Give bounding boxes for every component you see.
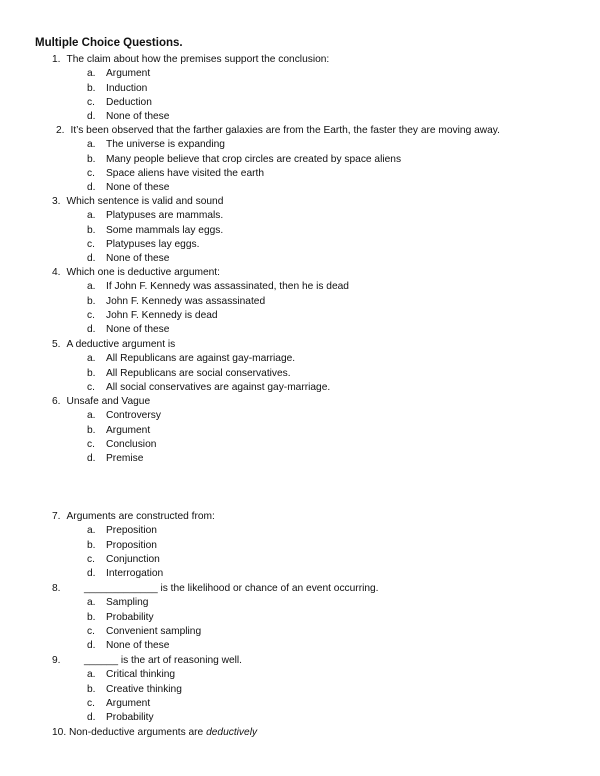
question-stem xyxy=(52,654,242,668)
option-letter: c. xyxy=(87,381,95,393)
option-list xyxy=(52,138,500,195)
question-text: Arguments are constructed from: xyxy=(66,511,215,522)
option-text: Deduction xyxy=(106,96,152,108)
option-letter: b. xyxy=(87,153,96,165)
question-6 xyxy=(52,395,161,466)
option-letter: a. xyxy=(87,210,96,222)
option-a[interactable] xyxy=(52,596,379,610)
option-text: Interrogation xyxy=(106,568,164,580)
option-text: Platypuses lay eggs. xyxy=(106,238,200,250)
option-text: Premise xyxy=(106,453,144,465)
option-letter: d. xyxy=(87,324,96,336)
question-stem xyxy=(52,195,223,209)
option-text: Creative thinking xyxy=(106,683,182,695)
option-text: Induction xyxy=(106,82,148,94)
option-letter: c. xyxy=(87,697,95,709)
option-a[interactable] xyxy=(52,280,349,294)
option-b[interactable] xyxy=(52,367,330,381)
option-letter: b. xyxy=(87,367,96,379)
option-list xyxy=(52,209,223,266)
option-text: John F. Kennedy is dead xyxy=(106,309,218,321)
option-a[interactable] xyxy=(52,138,500,152)
option-text: John F. Kennedy was assassinated xyxy=(106,295,266,307)
question-text: Which one is deductive argument: xyxy=(66,267,220,278)
option-text: None of these xyxy=(106,253,170,265)
question-3 xyxy=(52,195,223,266)
option-c[interactable] xyxy=(52,625,379,639)
question-stem xyxy=(52,53,329,67)
option-list xyxy=(52,596,379,653)
question-text: _____________ is the likelihood or chance of an event occurring. xyxy=(84,583,379,594)
option-text: The universe is expanding xyxy=(106,139,225,151)
question-number: 1. xyxy=(52,54,61,65)
option-list xyxy=(52,524,215,581)
option-b[interactable] xyxy=(52,683,242,697)
question-number: 5. xyxy=(52,339,61,350)
option-text: Conclusion xyxy=(106,438,157,450)
question-stem xyxy=(52,338,330,352)
option-text: None of these xyxy=(106,640,170,652)
option-text: Platypuses are mammals. xyxy=(106,210,224,222)
option-letter: d. xyxy=(87,640,96,652)
option-letter: a. xyxy=(87,68,96,80)
question-text: The claim about how the premises support the conclusion: xyxy=(66,54,330,65)
option-letter: c. xyxy=(87,96,95,108)
option-letter: b. xyxy=(87,683,96,695)
question-5 xyxy=(52,338,330,395)
option-list xyxy=(52,668,242,725)
option-letter: b. xyxy=(87,539,96,551)
option-d[interactable] xyxy=(52,323,349,337)
question-4 xyxy=(52,266,349,337)
question-8 xyxy=(52,582,379,653)
question-9 xyxy=(52,654,242,725)
option-text: Proposition xyxy=(106,539,157,551)
option-c[interactable] xyxy=(52,553,215,567)
option-b[interactable] xyxy=(52,611,379,625)
option-text: Probability xyxy=(106,611,154,623)
question-stem xyxy=(52,582,379,596)
option-text: All Republicans are social conservatives. xyxy=(106,367,291,379)
option-text: All Republicans are against gay-marriage. xyxy=(106,353,296,365)
question-text: A deductive argument is xyxy=(66,339,176,350)
option-d[interactable] xyxy=(52,639,379,653)
option-letter: d. xyxy=(87,712,96,724)
option-a[interactable] xyxy=(52,209,223,223)
question-stem xyxy=(52,266,349,280)
question-text: Non-deductive arguments are xyxy=(69,727,204,738)
option-b[interactable] xyxy=(52,295,349,309)
page-title: Multiple Choice Questions. xyxy=(35,37,183,49)
question-stem xyxy=(52,510,215,524)
option-letter: d. xyxy=(87,568,96,580)
question-number: 8. xyxy=(52,583,61,594)
option-letter: a. xyxy=(87,669,96,681)
option-letter: b. xyxy=(87,82,96,94)
option-letter: c. xyxy=(87,438,95,450)
option-text: Probability xyxy=(106,712,154,724)
option-text: Many people believe that crop circles are created by space aliens xyxy=(106,153,402,165)
question-stem xyxy=(52,395,161,409)
option-c[interactable] xyxy=(52,167,500,181)
question-7 xyxy=(52,510,215,581)
question-number: 3. xyxy=(52,196,61,207)
option-letter: a. xyxy=(87,597,96,609)
option-c[interactable] xyxy=(52,238,223,252)
option-letter: b. xyxy=(87,424,96,436)
option-letter: d. xyxy=(87,253,96,265)
question-number: 7. xyxy=(52,511,61,522)
option-text: Conjunction xyxy=(106,553,160,565)
option-a[interactable] xyxy=(52,352,330,366)
option-b[interactable] xyxy=(52,224,223,238)
option-text: Argument xyxy=(106,424,151,436)
option-b[interactable] xyxy=(52,539,215,553)
option-text: Sampling xyxy=(106,597,149,609)
option-d[interactable] xyxy=(52,711,242,725)
option-b[interactable] xyxy=(52,153,500,167)
option-letter: c. xyxy=(87,238,95,250)
option-a[interactable] xyxy=(52,668,242,682)
option-c[interactable] xyxy=(52,438,161,452)
option-d[interactable] xyxy=(52,452,161,466)
option-text: Some mammals lay eggs. xyxy=(106,224,224,236)
question-emphasis: deductively xyxy=(206,727,258,738)
question-number: 6. xyxy=(52,396,61,407)
option-list xyxy=(52,352,330,395)
option-text: None of these xyxy=(106,324,170,336)
option-letter: a. xyxy=(87,410,96,422)
option-text: Preposition xyxy=(106,525,157,537)
question-text: It’s been observed that the farther galaxies are from the Earth, the faster they are moving away. xyxy=(70,125,500,136)
question-text: Unsafe and Vague xyxy=(66,396,151,407)
option-text: Critical thinking xyxy=(106,669,176,681)
option-list xyxy=(52,280,349,337)
question-text: ______ is the art of reasoning well. xyxy=(84,655,243,666)
option-list xyxy=(52,67,329,124)
question-number: 2. xyxy=(56,125,65,136)
option-a[interactable] xyxy=(52,524,215,538)
option-c[interactable] xyxy=(52,309,349,323)
question-2 xyxy=(56,124,500,195)
question-10 xyxy=(52,726,257,740)
option-text: Controversy xyxy=(106,410,161,422)
option-a[interactable] xyxy=(52,67,329,81)
option-letter: a. xyxy=(87,139,96,151)
option-letter: c. xyxy=(87,309,95,321)
option-letter: b. xyxy=(87,611,96,623)
option-d[interactable] xyxy=(52,181,500,195)
option-text: Argument xyxy=(106,68,151,80)
option-d[interactable] xyxy=(52,110,329,124)
question-stem xyxy=(56,124,500,138)
option-c[interactable] xyxy=(52,697,242,711)
option-b[interactable] xyxy=(52,424,161,438)
option-d[interactable] xyxy=(52,567,215,581)
option-letter: b. xyxy=(87,224,96,236)
option-letter: c. xyxy=(87,167,95,179)
question-stem xyxy=(52,726,257,740)
option-text: If John F. Kennedy was assassinated, then he is dead xyxy=(106,281,349,293)
option-letter: d. xyxy=(87,182,96,194)
option-a[interactable] xyxy=(52,409,161,423)
option-letter: a. xyxy=(87,281,96,293)
option-letter: c. xyxy=(87,625,95,637)
option-letter: d. xyxy=(87,111,96,123)
option-letter: a. xyxy=(87,353,96,365)
question-number: 10. xyxy=(52,727,67,738)
option-d[interactable] xyxy=(52,252,223,266)
option-list xyxy=(52,409,161,466)
question-number: 4. xyxy=(52,267,61,278)
option-text: None of these xyxy=(106,182,170,194)
option-b[interactable] xyxy=(52,82,329,96)
option-letter: b. xyxy=(87,295,96,307)
option-c[interactable] xyxy=(52,96,329,110)
option-letter: a. xyxy=(87,525,96,537)
question-1 xyxy=(52,53,329,124)
option-letter: d. xyxy=(87,453,96,465)
option-text: None of these xyxy=(106,111,170,123)
option-text: Convenient sampling xyxy=(106,625,202,637)
option-text: Space aliens have visited the earth xyxy=(106,167,265,179)
question-text: Which sentence is valid and sound xyxy=(66,196,224,207)
question-number: 9. xyxy=(52,655,61,666)
option-text: Argument xyxy=(106,697,151,709)
option-c[interactable] xyxy=(52,381,330,395)
option-text: All social conservatives are against gay-marriage. xyxy=(106,381,331,393)
option-letter: c. xyxy=(87,553,95,565)
